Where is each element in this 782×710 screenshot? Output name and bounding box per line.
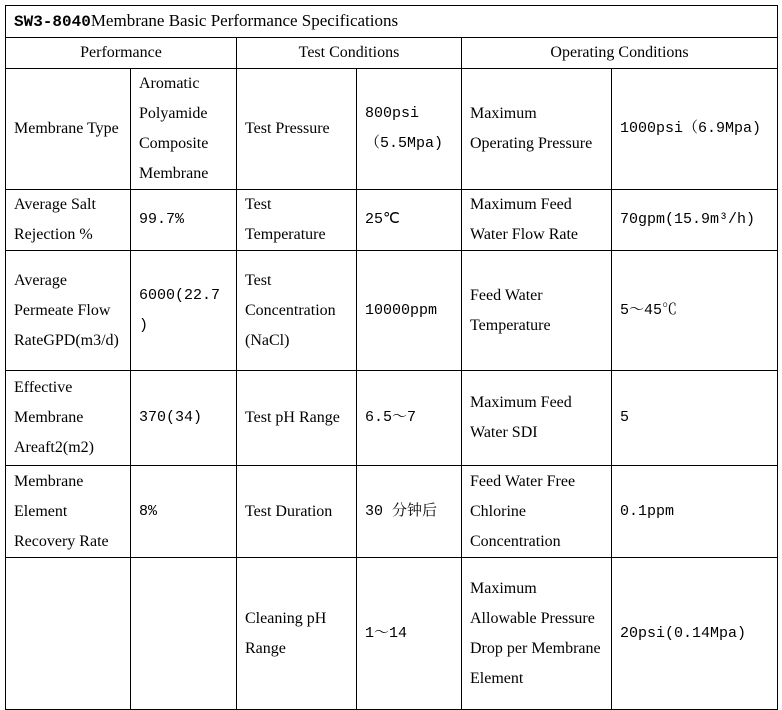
test-value: 6.5～7 <box>357 371 462 466</box>
test-label: Test Pressure <box>237 69 357 190</box>
op-label: Feed Water Free Chlorine Concentration <box>462 466 612 558</box>
header-operating-conditions: Operating Conditions <box>462 38 778 69</box>
table-row <box>6 558 778 710</box>
op-label: Maximum Allowable Pressure Drop per Membrane Element <box>462 558 612 710</box>
table-row <box>6 371 778 466</box>
table-row <box>6 466 778 558</box>
header-performance: Performance <box>6 38 237 69</box>
test-label: Test pH Range <box>237 371 357 466</box>
perf-label: Membrane Element Recovery Rate <box>6 466 131 558</box>
table-row <box>6 251 778 371</box>
table-title <box>6 6 778 38</box>
table-row <box>6 190 778 251</box>
title-row <box>6 6 778 38</box>
perf-label: Membrane Type <box>6 69 131 190</box>
test-value: 30 分钟后 <box>357 466 462 558</box>
test-value: 1～14 <box>357 558 462 710</box>
perf-label: Effective Membrane Areaft2(m2) <box>6 371 131 466</box>
title-text: Membrane Basic Performance Specifications <box>90 11 399 30</box>
spec-table <box>5 5 778 710</box>
test-label: Cleaning pH Range <box>237 558 357 710</box>
op-value: 1000psi（6.9Mpa) <box>612 69 778 190</box>
test-value: 25℃ <box>357 190 462 251</box>
perf-label <box>6 558 131 710</box>
table-row <box>6 69 778 190</box>
perf-value: 370(34) <box>131 371 237 466</box>
op-label: Maximum Feed Water Flow Rate <box>462 190 612 251</box>
perf-label: Average Salt Rejection % <box>6 190 131 251</box>
op-label: Maximum Feed Water SDI <box>462 371 612 466</box>
op-label: Feed Water Temperature <box>462 251 612 371</box>
header-row <box>6 38 778 69</box>
op-label: Maximum Operating Pressure <box>462 69 612 190</box>
test-value: 800psi（5.5Mpa) <box>357 69 462 190</box>
perf-value <box>131 558 237 710</box>
perf-value: 6000(22.7) <box>131 251 237 371</box>
test-label: Test Concentration (NaCl) <box>237 251 357 371</box>
op-value: 0.1ppm <box>612 466 778 558</box>
op-value: 20psi(0.14Mpa) <box>612 558 778 710</box>
op-value: 5 <box>612 371 778 466</box>
test-label: Test Duration <box>237 466 357 558</box>
title-model: SW3-8040 <box>14 13 91 31</box>
perf-value: 8% <box>131 466 237 558</box>
perf-value: Aromatic Polyamide Composite Membrane <box>131 69 237 190</box>
header-test-conditions: Test Conditions <box>237 38 462 69</box>
test-label: Test Temperature <box>237 190 357 251</box>
perf-value: 99.7% <box>131 190 237 251</box>
test-value: 10000ppm <box>357 251 462 371</box>
op-value: 70gpm(15.9m³/h) <box>612 190 778 251</box>
op-value: 5～45℃ <box>612 251 778 371</box>
perf-label: Average Permeate Flow RateGPD(m3/d) <box>6 251 131 371</box>
